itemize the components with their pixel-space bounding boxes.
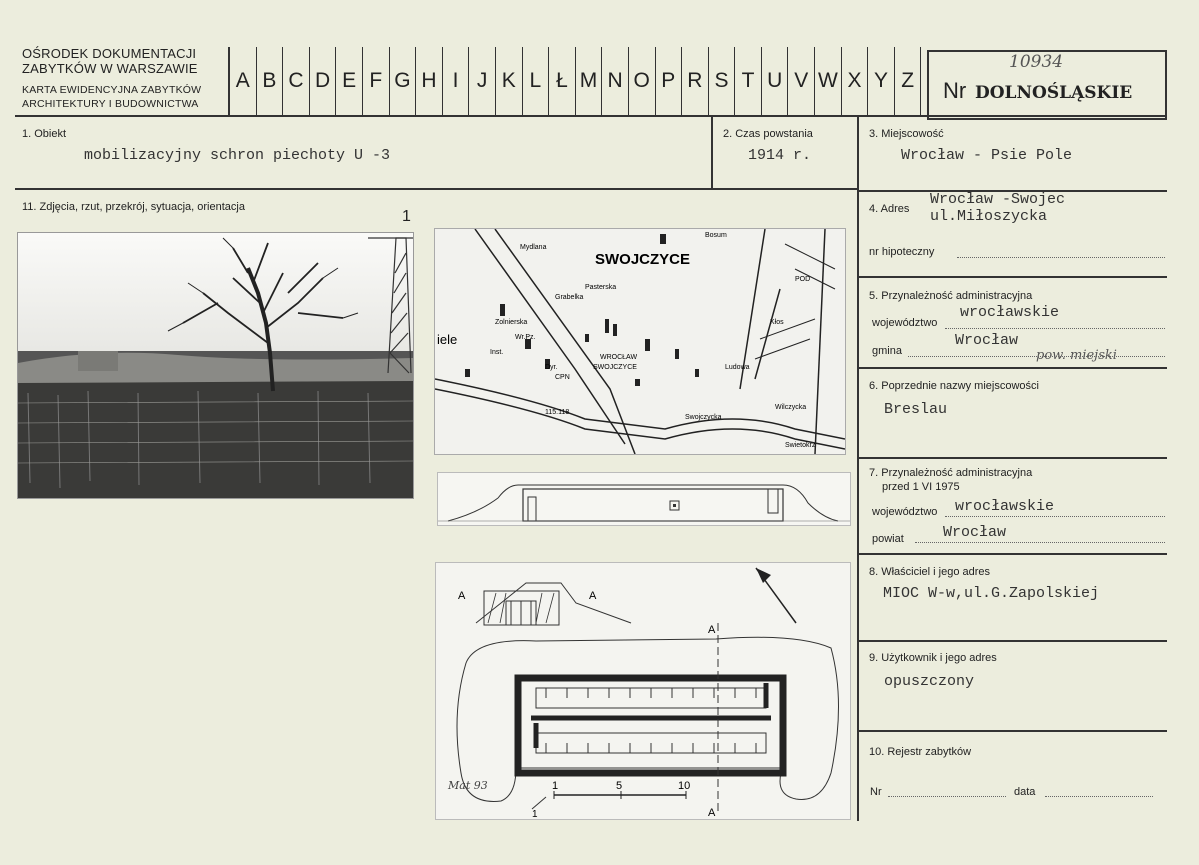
- institution-line2: ZABYTKÓW W WARSZAWIE: [22, 61, 198, 76]
- alphabet-letter: E: [336, 47, 363, 115]
- wlasciciel-label: 8. Właściciel i jego adres: [869, 566, 991, 578]
- rejestr-data-label: data: [1014, 786, 1036, 798]
- poprzednie-value: Breslau: [884, 401, 948, 418]
- map-label: Wr.Pz.: [515, 334, 536, 341]
- map-label: iele: [437, 332, 458, 347]
- alphabet-letter: O: [629, 47, 656, 115]
- alphabet-letter: Ł: [549, 47, 576, 115]
- map-label: 115.118: [545, 409, 570, 416]
- section-mark-right: A: [589, 590, 597, 602]
- alphabet-letter: N: [602, 47, 629, 115]
- hipoteczny-line: [957, 257, 1165, 258]
- alphabet-letter: B: [257, 47, 284, 115]
- handwritten-number: 10934: [1009, 52, 1064, 72]
- nr-label: Nr: [943, 78, 967, 103]
- floor-plan-drawing: [435, 562, 851, 820]
- admin1975-powiat-value: Wrocław: [943, 524, 1007, 541]
- alphabet-letter: T: [735, 47, 762, 115]
- alphabet-letter: W: [815, 47, 842, 115]
- right-divider-5: [858, 553, 1167, 555]
- card-type-line1: KARTA EWIDENCYJNA ZABYTKÓW: [22, 84, 202, 96]
- institution-line1: OŚRODEK DOKUMENTACJI: [22, 46, 197, 61]
- admin-gmina-label: gmina: [872, 345, 902, 357]
- right-divider-4: [858, 457, 1167, 459]
- map-label: Kłos: [770, 319, 784, 326]
- right-divider-6: [858, 640, 1167, 642]
- alphabet-letter: I: [443, 47, 470, 115]
- alphabet-letter: A: [230, 47, 257, 115]
- scale-1: 1: [552, 780, 559, 792]
- alphabet-letter: D: [310, 47, 337, 115]
- map-label: Inst.: [490, 349, 504, 356]
- rejestr-nr-label: Nr: [870, 786, 882, 798]
- admin1975-label1: 7. Przynależność administracyjna: [869, 467, 1033, 479]
- section-mark-left: A: [458, 590, 466, 602]
- admin-woj-label: województwo: [872, 317, 938, 329]
- map-label: CPN: [555, 374, 570, 381]
- admin1975-woj-value: wrocławskie: [955, 498, 1055, 515]
- admin-gmina-line: [908, 356, 1165, 357]
- alphabet-letter: F: [363, 47, 390, 115]
- scale-5: 5: [616, 780, 623, 792]
- plan-number: 1: [532, 809, 538, 819]
- alphabet-letter: H: [416, 47, 443, 115]
- map-label: POD: [795, 276, 811, 283]
- obiekt-value: mobilizacyjny schron piechoty U -3: [84, 147, 391, 164]
- alphabet-index: [228, 47, 921, 115]
- alphabet-letter: M: [576, 47, 603, 115]
- adres-label: 4. Adres: [869, 203, 910, 215]
- obiekt-label: 1. Obiekt: [22, 128, 67, 140]
- miejscowosc-value: Wrocław - Psie Pole: [901, 147, 1073, 164]
- region-stamp: DOLNOŚLĄSKIE: [975, 83, 1133, 103]
- nr-box: [927, 50, 1167, 120]
- section-mark-bottom: A: [708, 807, 716, 819]
- row1-divider: [15, 188, 858, 190]
- map-label: Zolnierska: [495, 319, 528, 326]
- admin-woj-line: [945, 328, 1165, 329]
- author-signature: Mat 93: [448, 779, 488, 792]
- czas-label: 2. Czas powstania: [723, 128, 813, 140]
- rejestr-data-line: [1045, 796, 1153, 797]
- map-label: Bosum: [705, 232, 727, 239]
- wlasciciel-value: MIOC W-w,ul.G.Zapolskiej: [883, 585, 1100, 602]
- right-divider-3: [858, 367, 1167, 369]
- map-label: Dyr.: [545, 364, 558, 371]
- admin-gmina-value: Wrocław: [955, 332, 1019, 349]
- photo-number-top: 1: [402, 208, 411, 225]
- alphabet-letter: K: [496, 47, 523, 115]
- admin1975-woj-line: [945, 516, 1165, 517]
- admin-woj-value: wrocławskie: [960, 304, 1060, 321]
- cross-section-drawing: [437, 472, 851, 526]
- miejscowosc-label: 3. Miejscowość: [869, 128, 944, 140]
- map-label: Swietokrz: [785, 442, 816, 449]
- alphabet-letter: V: [788, 47, 815, 115]
- map-label: Wilczycka: [775, 404, 807, 411]
- card-type: [22, 83, 201, 111]
- map-label: WROCŁAW: [600, 354, 638, 361]
- uzytkownik-label: 9. Użytkownik i jego adres: [869, 652, 997, 664]
- map-label: Mydlana: [520, 244, 547, 251]
- right-divider-7: [858, 730, 1167, 732]
- right-divider-2: [858, 276, 1167, 278]
- divider-v2: [857, 116, 859, 821]
- map-label: Pasterska: [585, 284, 617, 291]
- photo-bunker: [17, 232, 414, 499]
- adres-line2: ul.Miłoszycka: [930, 208, 1048, 225]
- admin-gmina-note: pow. miejski: [1036, 348, 1117, 363]
- alphabet-letter: J: [469, 47, 496, 115]
- admin1975-woj-label: województwo: [872, 506, 938, 518]
- poprzednie-label: 6. Poprzednie nazwy miejscowości: [869, 380, 1039, 392]
- czas-value: 1914 r.: [748, 147, 812, 164]
- admin-label: 5. Przynależność administracyjna: [869, 290, 1033, 302]
- alphabet-letter: G: [390, 47, 417, 115]
- admin1975-label2: przed 1 VI 1975: [882, 481, 960, 493]
- map-label: Ludowa: [725, 364, 750, 371]
- alphabet-letter: S: [709, 47, 736, 115]
- alphabet-letter: C: [283, 47, 310, 115]
- adres-line1: Wrocław -Swojec: [930, 191, 1066, 208]
- divider-v1: [711, 116, 713, 189]
- alphabet-letter: R: [682, 47, 709, 115]
- alphabet-letter: U: [762, 47, 789, 115]
- hipoteczny-label: nr hipoteczny: [869, 246, 935, 258]
- map-label: Grabelka: [555, 294, 584, 301]
- scale-10: 10: [678, 780, 691, 792]
- map-label: SWOJCZYCE: [593, 364, 637, 371]
- map-title: SWOJCZYCE: [595, 251, 691, 268]
- admin1975-powiat-line: [915, 542, 1165, 543]
- uzytkownik-value: opuszczony: [884, 673, 975, 690]
- rejestr-nr-line: [888, 796, 1006, 797]
- card-type-line2: ARCHITEKTURY I BUDOWNICTWA: [22, 98, 199, 110]
- section-mark-top: A: [708, 624, 716, 636]
- map-label: Swojczycka: [685, 414, 722, 421]
- admin1975-powiat-label: powiat: [872, 533, 904, 545]
- zdjecia-label: 11. Zdjęcia, rzut, przekrój, sytuacja, orientacja: [22, 201, 245, 213]
- location-map: [434, 228, 846, 455]
- alphabet-letter: P: [656, 47, 683, 115]
- alphabet-letter: L: [523, 47, 550, 115]
- alphabet-letter: Y: [868, 47, 895, 115]
- alphabet-letter: Z: [895, 47, 922, 115]
- institution-name: [22, 46, 198, 76]
- alphabet-letter: X: [842, 47, 869, 115]
- rejestr-label: 10. Rejestr zabytków: [869, 746, 972, 758]
- header-divider: [15, 115, 1167, 117]
